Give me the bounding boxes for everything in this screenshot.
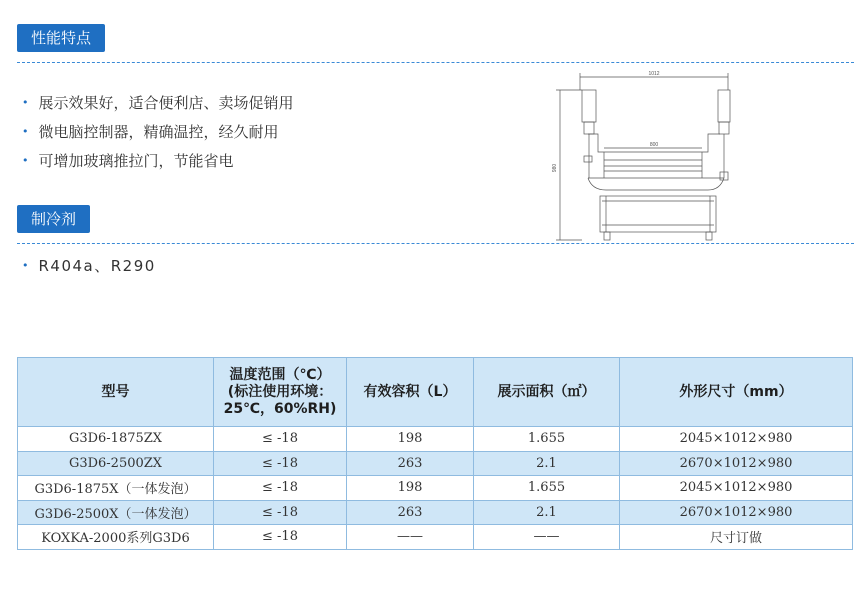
feature-item: • 展示效果好，适合便利店、卖场促销用: [22, 94, 294, 112]
header-display-area: 展示面积（㎡）: [474, 358, 620, 427]
cell-temperature: ≤ -18: [214, 476, 347, 501]
cell-dimensions: 2045×1012×980: [620, 427, 853, 452]
cell-temperature: ≤ -18: [214, 500, 347, 525]
cell-display-area: 2.1: [474, 451, 620, 476]
bullet-icon: •: [22, 259, 29, 272]
cell-model: G3D6-2500ZX: [18, 451, 214, 476]
table-header-row: [18, 358, 853, 427]
cell-model: G3D6-2500X（一体发泡）: [18, 500, 214, 525]
drawing-inner-label: 800: [649, 142, 659, 148]
cabinet-dimension-drawing: [548, 68, 748, 246]
header-volume: 有效容积（L）: [347, 358, 474, 427]
drawing-width-label: 1012: [648, 71, 660, 77]
cell-dimensions: 2045×1012×980: [620, 476, 853, 501]
table-row: [18, 476, 853, 501]
cell-model: G3D6-1875X（一体发泡）: [18, 476, 214, 501]
cell-dimensions: 2670×1012×980: [620, 451, 853, 476]
cell-display-area: 1.655: [474, 476, 620, 501]
cell-model: KOXKA-2000系列G3D6: [18, 525, 214, 550]
spec-table: [17, 357, 853, 550]
cell-volume: 263: [347, 451, 474, 476]
cell-volume: 198: [347, 427, 474, 452]
bullet-icon: •: [22, 96, 29, 109]
feature-item: • 微电脑控制器，精确温控，经久耐用: [22, 123, 279, 141]
section-divider: [17, 62, 854, 63]
cell-dimensions: 2670×1012×980: [620, 500, 853, 525]
cell-model: G3D6-1875ZX: [18, 427, 214, 452]
cell-dimensions: 尺寸订做: [620, 525, 853, 550]
header-model: 型号: [18, 358, 214, 427]
cell-temperature: ≤ -18: [214, 525, 347, 550]
table-row: [18, 451, 853, 476]
section-title-features: 性能特点: [17, 24, 105, 52]
section-title-refrigerant: 制冷剂: [17, 205, 90, 233]
cell-volume: ——: [347, 525, 474, 550]
feature-item: • 可增加玻璃推拉门，节能省电: [22, 152, 234, 170]
refrigerant-item: • R404a、R290: [22, 257, 156, 275]
cell-display-area: 1.655: [474, 427, 620, 452]
header-temperature: 温度范围（℃） (标注使用环境： 25℃，60%RH): [214, 358, 347, 427]
table-row: [18, 525, 853, 550]
cell-temperature: ≤ -18: [214, 427, 347, 452]
drawing-height-label: 980: [552, 163, 558, 173]
cell-temperature: ≤ -18: [214, 451, 347, 476]
header-dimensions: 外形尺寸（mm）: [620, 358, 853, 427]
cell-display-area: ——: [474, 525, 620, 550]
cell-display-area: 2.1: [474, 500, 620, 525]
cell-volume: 198: [347, 476, 474, 501]
table-row: [18, 500, 853, 525]
table-row: [18, 427, 853, 452]
bullet-icon: •: [22, 125, 29, 138]
cell-volume: 263: [347, 500, 474, 525]
bullet-icon: •: [22, 154, 29, 167]
